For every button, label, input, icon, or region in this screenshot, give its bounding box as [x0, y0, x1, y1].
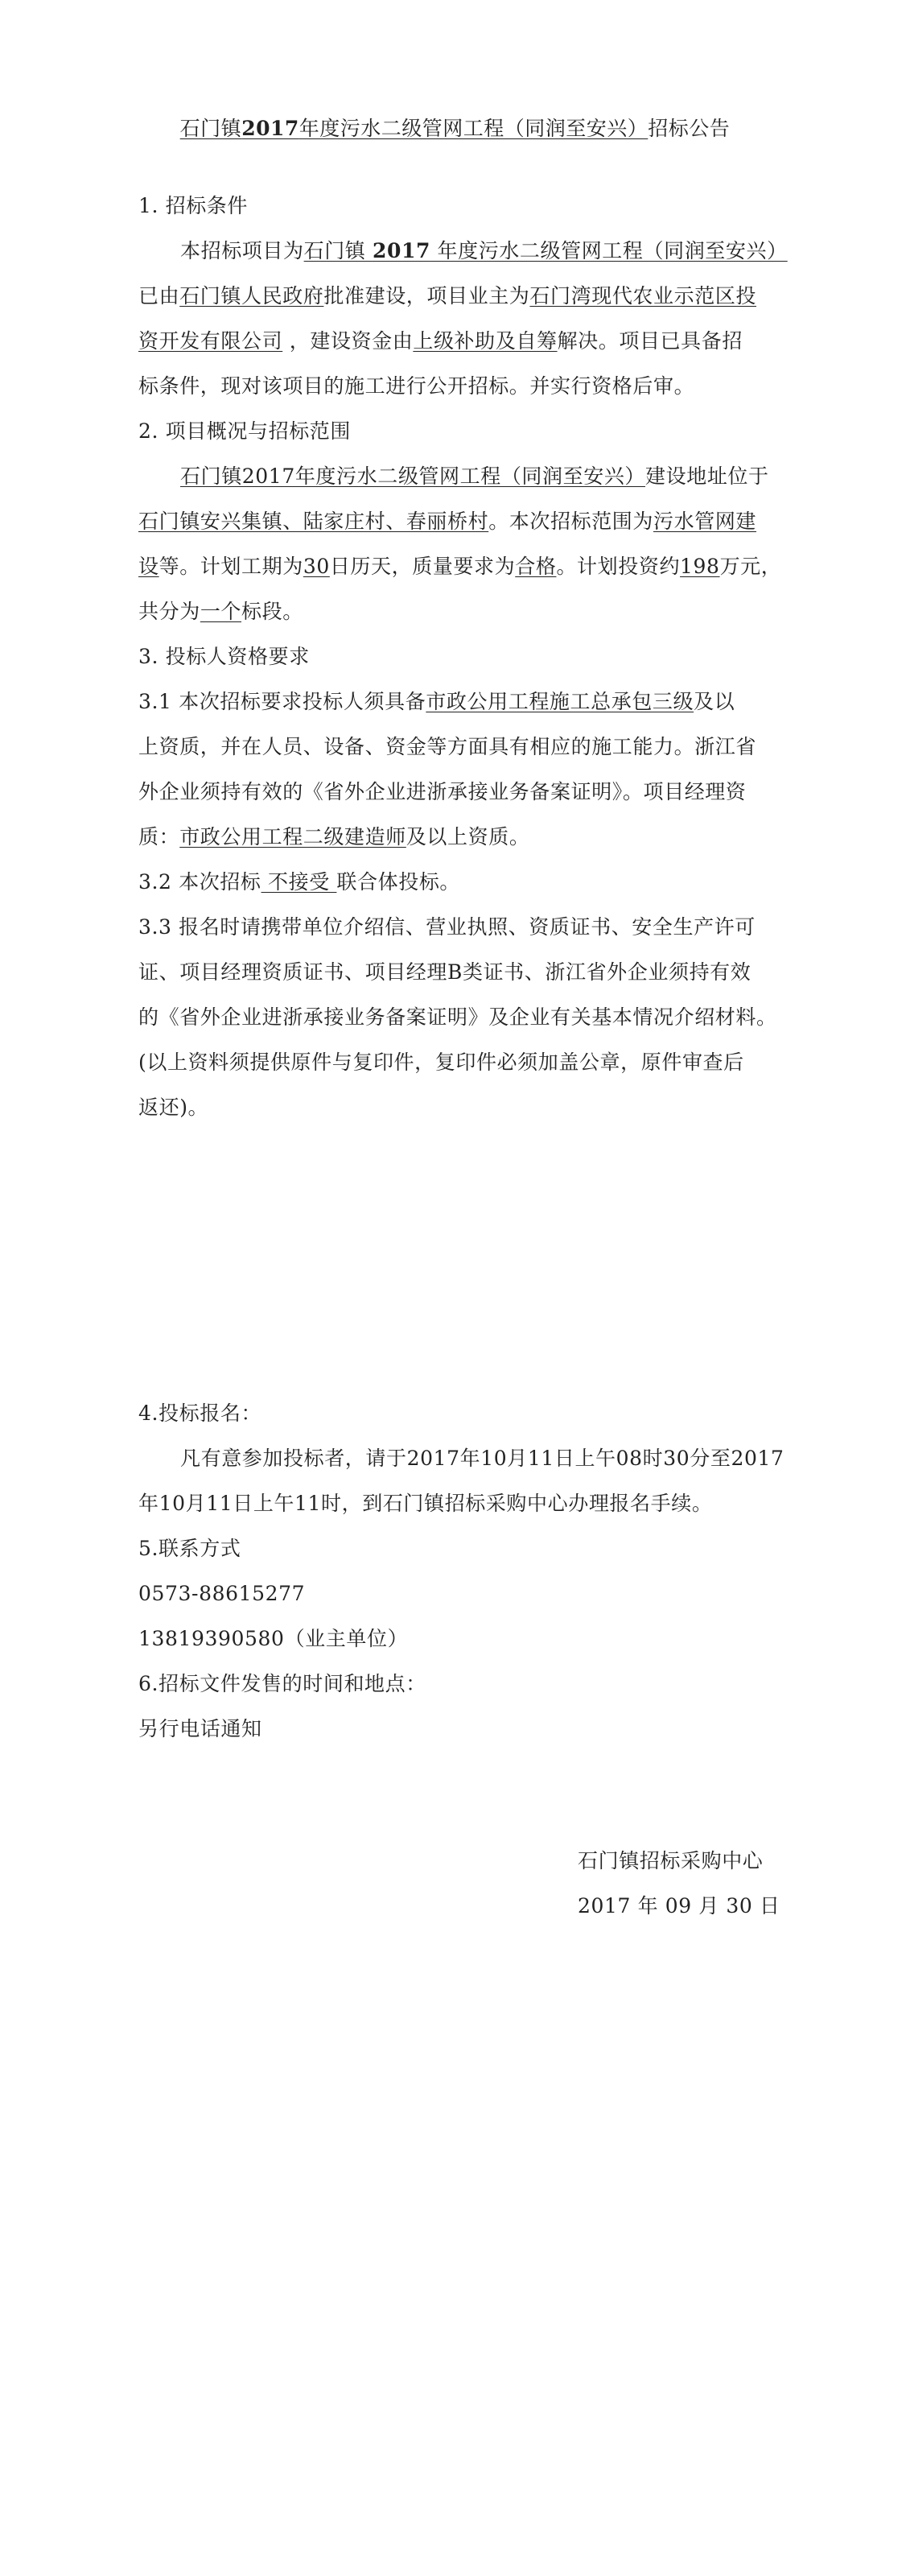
- text-segment: 3.1 本次招标要求投标人须具备: [138, 690, 426, 713]
- section-3-3-line-2: 证、项目经理资质证书、项目经理B类证书、浙江省外企业须持有效: [138, 960, 751, 984]
- project-name: 石门镇2017年度污水二级管网工程（同润至安兴）: [180, 464, 646, 488]
- issuing-organization: 石门镇招标采购中心: [578, 1849, 764, 1872]
- text-segment: 万元，: [719, 555, 782, 578]
- lot-count: 一个: [200, 600, 242, 623]
- bid-scope-part: 污水管网建: [653, 510, 757, 533]
- text-segment: 标段。: [241, 600, 303, 623]
- text-segment: 解决。项目已具备招: [557, 329, 743, 353]
- section-5-heading: 5.联系方式: [138, 1537, 241, 1560]
- text-segment: 质：: [138, 825, 180, 848]
- text-segment: ，建设资金由: [282, 329, 414, 353]
- text-segment: 及以上资质。: [406, 825, 530, 848]
- section-3-heading: 3. 投标人资格要求: [138, 645, 310, 668]
- project-owner-part: 资开发有限公司: [138, 329, 283, 353]
- manager-qualification: 市政公用工程二级建造师: [179, 825, 406, 848]
- page-title: [0, 113, 910, 142]
- section-4-line-2: 年10月11日上午11时，到石门镇招标采购中心办理报名手续。: [138, 1492, 713, 1515]
- title-part-3: 年度污水二级管网工程（同润至安兴）: [299, 117, 649, 140]
- issue-date: 2017 年 09 月 30 日: [578, 1894, 780, 1918]
- section-2-line-4: [138, 599, 303, 625]
- title-part-4: 招标公告: [648, 117, 731, 140]
- section-3-3-line-3: 的《省外企业进浙承接业务备案证明》及企业有关基本情况介绍材料。: [138, 1005, 777, 1029]
- required-qualification: 市政公用工程施工总承包三级: [426, 690, 694, 713]
- section-6-text: 另行电话通知: [138, 1717, 262, 1740]
- section-2-line-3: [138, 554, 781, 580]
- section-6-heading: 6.招标文件发售的时间和地点：: [138, 1672, 426, 1695]
- section-3-2: [138, 869, 460, 895]
- bid-scope-part: 设: [138, 555, 159, 578]
- section-4-line-1: 凡有意参加投标者，请于2017年10月11日上午08时30分至2017: [180, 1447, 784, 1470]
- contact-phone-1: 0573-88615277: [138, 1582, 306, 1605]
- section-2-line-2: [138, 509, 756, 535]
- text-segment: 及以: [694, 690, 735, 713]
- section-2-line-1: [180, 464, 769, 489]
- text-segment: 本招标项目为: [180, 239, 304, 262]
- section-4-heading: 4.投标报名：: [138, 1402, 262, 1425]
- text-segment: 等。计划工期为: [159, 555, 303, 578]
- contact-phone-2: 13819390580（业主单位）: [138, 1627, 409, 1650]
- section-2-heading: 2. 项目概况与招标范围: [138, 419, 352, 443]
- consortium-policy: 不接受: [261, 870, 337, 894]
- text-segment: 批准建设，项目业主为: [323, 284, 530, 308]
- text-segment: 联合体投标。: [336, 870, 461, 894]
- text-segment: 已由: [138, 284, 180, 308]
- text-segment: 。本次招标范围为: [488, 510, 654, 533]
- section-1-line-3: [138, 328, 743, 354]
- text-segment: 共分为: [138, 600, 200, 623]
- text-segment: 3.2 本次招标: [138, 870, 261, 894]
- title-part-1: 石门镇: [179, 117, 242, 140]
- title-part-2: 2017: [241, 117, 299, 140]
- project-name-part: 年度污水二级管网工程（同润至安兴）: [430, 239, 788, 262]
- funding-source: 上级补助及自筹: [413, 329, 558, 353]
- project-location: 石门镇安兴集镇、陆家庄村、春丽桥村: [138, 510, 489, 533]
- project-owner-part: 石门湾现代农业示范区投: [529, 284, 757, 308]
- section-3-3-line-4: (以上资料须提供原件与复印件，复印件必须加盖公章，原件审查后: [138, 1051, 744, 1074]
- section-3-1-line-3: 外企业须持有效的《省外企业进浙承接业务备案证明》。项目经理资: [138, 780, 747, 803]
- project-year: 2017: [372, 239, 430, 262]
- section-1-line-2: [138, 283, 756, 309]
- text-segment: 日历天，质量要求为: [329, 555, 516, 578]
- text-segment: 。计划投资约: [556, 555, 681, 578]
- quality-requirement: 合格: [515, 555, 557, 578]
- section-3-3-line-5: 返还)。: [138, 1096, 209, 1119]
- approving-authority: 石门镇人民政府: [179, 284, 324, 308]
- planned-investment: 198: [680, 555, 720, 578]
- construction-days: 30: [303, 555, 330, 578]
- project-name-part: 石门镇: [303, 239, 373, 262]
- section-3-1-line-4: [138, 824, 529, 850]
- section-1-line-4: 标条件，现对该项目的施工进行公开招标。并实行资格后审。: [138, 374, 695, 398]
- section-3-3-line-1: 3.3 报名时请携带单位介绍信、营业执照、资质证书、安全生产许可: [138, 915, 756, 939]
- section-3-1-line-2: 上资质，并在人员、设备、资金等方面具有相应的施工能力。浙江省: [138, 735, 757, 758]
- section-3-1-line-1: [138, 689, 735, 715]
- text-segment: 建设地址位于: [645, 464, 769, 488]
- section-1-line-1: [180, 238, 788, 264]
- section-1-heading: 1. 招标条件: [138, 194, 248, 217]
